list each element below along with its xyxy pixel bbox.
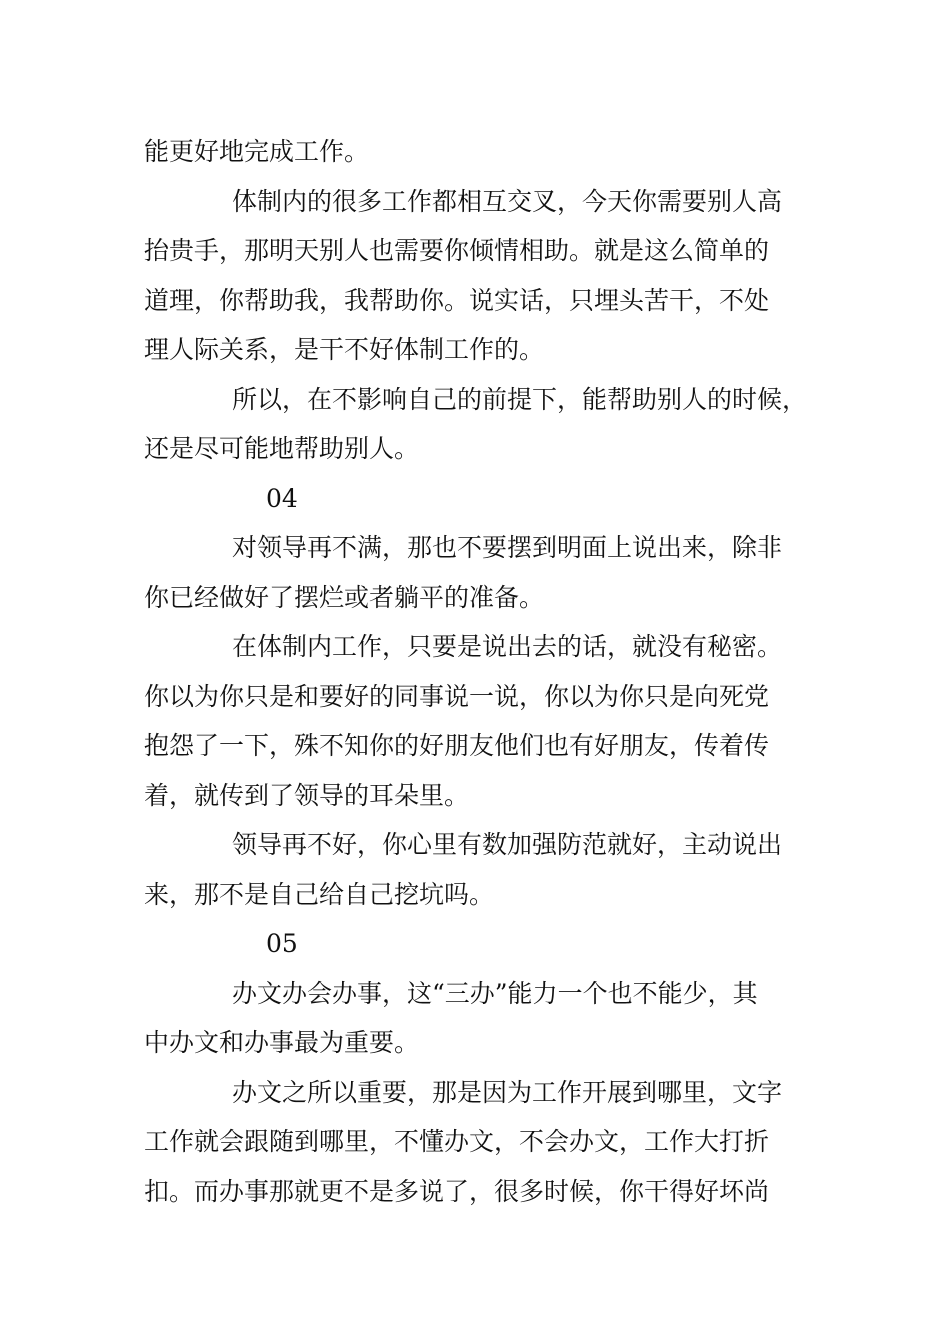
text-line: 着，就传到了领导的耳朵里。 [144,780,470,810]
paragraph-start-line: 体制内的很多工作都相互交叉，今天你需要别人高 [232,186,783,216]
paragraph-start-line: 所以，在不影响自己的前提下，能帮助别人的时候， [232,384,808,414]
paragraph-start-line: 对领导再不满，那也不要摆到明面上说出来，除非 [232,533,783,562]
text-line: 还是尽可能地帮助别人。 [144,434,420,463]
text-line: 你以为你只是和要好的同事说一说，你以为你只是向死党 [144,681,770,711]
body-text [144,127,814,1216]
text-line: 你已经做好了摆烂或者躺平的准备。 [144,582,545,612]
paragraph-start-line: 领导再不好，你心里有数加强防范就好，主动说出 [232,830,783,859]
text-line: 工作就会跟随到哪里，不懂办文，不会办文，工作大打折 [144,1127,770,1156]
paragraph-start-line: 办文之所以重要，那是因为工作开展到哪里，文字 [232,1077,783,1107]
section-number: 04 [266,483,298,513]
text-line: 道理，你帮助我，我帮助你。说实话，只埋头苦干，不处 [144,285,770,315]
section-number: 05 [266,929,298,958]
text-line: 抱怨了一下，殊不知你的好朋友他们也有好朋友，传着传 [144,731,770,760]
text-line: 能更好地完成工作。 [144,137,370,166]
paragraph-start-line: 办文办会办事，这“三办”能力一个也不能少，其 [232,978,758,1008]
text-line: 来，那不是自己给自己挖坑吗。 [144,879,495,909]
text-line: 扣。而办事那就更不是多说了，很多时候，你干得好坏尚 [144,1176,770,1206]
text-line: 抬贵手，那明天别人也需要你倾情相助。就是这么简单的 [144,236,770,265]
text-line: 中办文和办事最为重要。 [144,1028,420,1057]
text-line: 理人际关系，是干不好体制工作的。 [144,335,545,364]
paragraph-start-line: 在体制内工作，只要是说出去的话，就没有秘密。 [232,632,783,661]
